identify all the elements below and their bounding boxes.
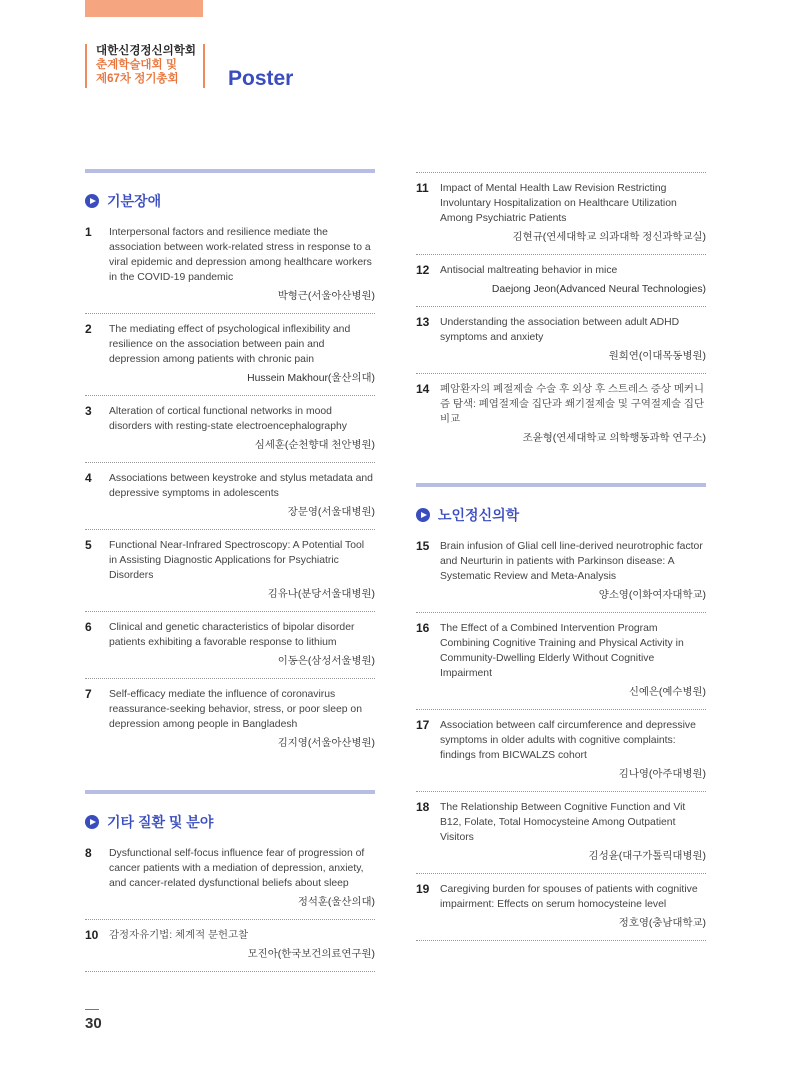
item-title: Understanding the association between adult ADHD symptoms and anxiety — [440, 317, 680, 343]
item-title: Self-efficacy mediate the influence of coronavirus reassurance-seeking behavior, stress, or poor sleep on depression among people in Bangladesh — [109, 689, 362, 730]
list-item — [416, 710, 706, 792]
list-item — [416, 613, 706, 710]
list-item — [85, 679, 375, 760]
list-item — [416, 307, 706, 374]
item-title: Brain infusion of Glial cell line-derived neurotrophic factor and Neurturin in patients with Parkinson disease: A Systematic Review and Meta-Analysis — [440, 541, 703, 582]
list-item — [85, 530, 375, 612]
item-number: 1 — [85, 225, 92, 239]
item-title: Association between calf circumference and depressive symptoms in older adults with cognitive complaints: findings from BICWALZS cohort — [440, 720, 696, 761]
list-item — [416, 539, 706, 613]
item-number: 12 — [416, 263, 430, 277]
item-author: 박형근(서울아산병원) — [277, 291, 375, 302]
item-author: 장문영(서울대병원) — [287, 507, 375, 518]
item-title: Alteration of cortical functional networks in mood disorders with resting-state electroencephalography — [109, 406, 347, 432]
item-author: Hussein Makhour(울산의대) — [247, 373, 375, 384]
item-author: 이동은(삼성서울병원) — [277, 656, 375, 667]
list-item — [416, 374, 706, 455]
list-item — [85, 846, 375, 920]
section-title: 노인정신의학 — [438, 507, 520, 523]
list-item — [416, 792, 706, 874]
section-divider — [85, 169, 375, 173]
item-author: 양소영(이화여자대학교) — [598, 590, 706, 601]
right-column — [416, 172, 706, 941]
list-item — [85, 396, 375, 463]
item-title: The mediating effect of psychological inflexibility and resilience on the association between pain and depression among patients with chronic pain — [109, 324, 351, 365]
item-title: The Effect of a Combined Intervention Program Combining Cognitive Training and Physical Activity in Community-Dwelling Elderly Without Cognitive Impairment — [440, 623, 684, 679]
list-item — [416, 255, 706, 307]
item-title: Associations between keystroke and stylus metadata and depressive symptoms in adolescents — [109, 473, 373, 499]
section-title: 기타 질환 및 분야 — [107, 814, 214, 830]
item-title: Clinical and genetic characteristics of bipolar disorder patients exhibiting a favorable response to lithium — [109, 622, 355, 648]
item-title: Interpersonal factors and resilience mediate the association between work-related stress in response to a viral epidemic and depression among healthcare workers in the COVID-19 pandemic — [109, 227, 372, 283]
list-item — [85, 920, 375, 972]
list-item — [85, 612, 375, 679]
item-number: 11 — [416, 181, 429, 195]
item-title: 감정자유기법: 체계적 문헌고찰 — [109, 930, 249, 941]
item-number: 3 — [85, 404, 92, 418]
list-item — [416, 874, 706, 941]
item-number: 14 — [416, 382, 430, 396]
item-number: 15 — [416, 539, 430, 553]
item-title: The Relationship Between Cognitive Function and Vit B12, Folate, Total Homocysteine Among Outpatient Visitors — [440, 802, 686, 843]
item-title: Antisocial maltreating behavior in mice — [440, 265, 618, 276]
item-author: 심세훈(순천향대 천안병원) — [254, 440, 375, 451]
item-number: 5 — [85, 538, 92, 552]
org-line-1: 대한신경정신의학회 — [96, 45, 196, 57]
item-author: 신예은(예수병원) — [628, 687, 706, 698]
list-item — [416, 173, 706, 255]
item-number: 7 — [85, 687, 92, 701]
item-author: 김성윤(대구가톨릭대병원) — [588, 851, 706, 862]
top-accent-bar — [85, 0, 203, 17]
left-column — [85, 169, 375, 972]
play-circle-icon — [416, 508, 430, 522]
item-author: 모진아(한국보건의료연구원) — [247, 949, 375, 960]
section-divider — [85, 790, 375, 794]
org-line-2: 춘계학술대회 및 — [96, 59, 177, 71]
item-author: 김현규(연세대학교 의과대학 정신과학교실) — [512, 232, 706, 243]
list-item — [85, 225, 375, 314]
section-header-mood — [85, 191, 375, 211]
item-number: 4 — [85, 471, 92, 485]
section-header-geriatric — [416, 505, 706, 525]
item-number: 16 — [416, 621, 430, 635]
item-number: 10 — [85, 928, 99, 942]
item-author: 조윤형(연세대학교 의학행동과학 연구소) — [522, 433, 706, 444]
page-number: 30 — [85, 1015, 102, 1032]
page-number-rule — [85, 1009, 99, 1010]
header-divider-left — [85, 44, 87, 88]
item-author: 정석훈(울산의대) — [297, 897, 375, 908]
item-author: 정호영(충남대학교) — [618, 918, 706, 929]
item-number: 13 — [416, 315, 430, 329]
play-circle-icon — [85, 815, 99, 829]
item-title: Impact of Mental Health Law Revision Restricting Involuntary Hospitalization on Healthcare Utilization Among Psychiatric Patients — [440, 183, 677, 224]
header-divider-right — [203, 44, 205, 88]
item-title: Functional Near-Infrared Spectroscopy: A Potential Tool in Assisting Diagnostic Applications for Psychiatric Disorders — [109, 540, 365, 581]
item-number: 17 — [416, 718, 430, 732]
item-title: Dysfunctional self-focus influence fear of progression of cancer patients with a mediation of depression, anxiety, and cancer-related dysfunctional beliefs about sleep — [109, 848, 365, 889]
item-number: 18 — [416, 800, 430, 814]
item-number: 19 — [416, 882, 430, 896]
item-author: 김유나(분당서울대병원) — [267, 589, 375, 600]
item-number: 2 — [85, 322, 92, 336]
item-number: 8 — [85, 846, 92, 860]
section-header-other — [85, 812, 375, 832]
item-author: Daejong Jeon(Advanced Neural Technologies) — [491, 284, 706, 295]
list-item — [85, 314, 375, 396]
item-author: 김지영(서울아산병원) — [277, 738, 375, 749]
item-author: 원희연(이대목동병원) — [608, 351, 706, 362]
page-title: Poster — [228, 67, 294, 90]
section-title: 기분장애 — [107, 193, 162, 209]
org-line-3: 제67차 정기총회 — [96, 73, 179, 85]
item-title: Caregiving burden for spouses of patients with cognitive impairment: Effects on serum homocysteine level — [440, 884, 698, 910]
item-title: 폐암환자의 폐절제술 수술 후 외상 후 스트레스 증상 메커니즘 탐색: 폐엽절제술 집단과 쐐기절제술 및 구역절제술 집단 비교 — [440, 384, 704, 425]
play-circle-icon — [85, 194, 99, 208]
item-author: 김나영(아주대병원) — [618, 769, 706, 780]
organization-name — [96, 44, 196, 86]
item-number: 6 — [85, 620, 92, 634]
list-item — [85, 463, 375, 530]
section-divider — [416, 483, 706, 487]
